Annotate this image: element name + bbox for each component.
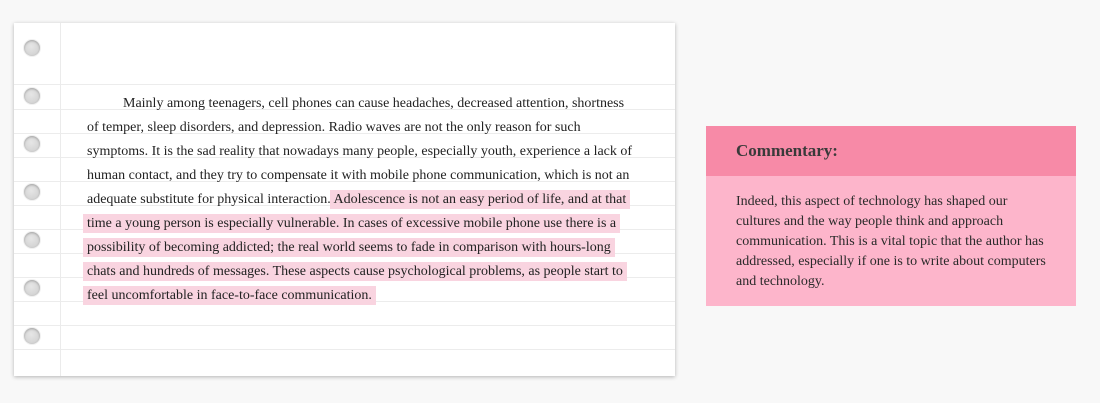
notebook-paper xyxy=(14,23,675,376)
binder-hole-icon xyxy=(24,280,40,296)
margin-line xyxy=(60,23,61,376)
essay-paragraph xyxy=(87,92,639,308)
commentary-panel xyxy=(706,126,1076,306)
highlighted-passage[interactable]: Adolescence is not an easy period of life, and at that time a young person is especially vulnerable. In cases of excessive mobile phone use there is a possibility of becoming addicted; the real world seems to fade in comparison with hours-long chats and hundreds of messages. These aspects cause psychological problems, as people start to feel uncomfortable in face-to-face communication. xyxy=(87,192,627,303)
binder-hole-icon xyxy=(24,232,40,248)
binder-hole-icon xyxy=(24,88,40,104)
commentary-header xyxy=(706,126,1076,176)
binder-hole-icon xyxy=(24,136,40,152)
binder-hole-icon xyxy=(24,40,40,56)
essay-text: Mainly among teenagers, cell phones can cause headaches, decreased attention, shortness of temper, sleep disorders, and depression. Radio waves are not the only reason for such symptoms. It is the sad reality that nowadays many people, especially youth, experience a lack of human contact, and they try to compensate it with mobile phone communication, which is not an adequate substitute for physical interaction. xyxy=(87,96,633,207)
binder-hole-icon xyxy=(24,328,40,344)
commentary-body: Indeed, this aspect of technology has shaped our cultures and the way people think and approach communication. This is a vital topic that the author has addressed, especially if one is to write about computers and technology. xyxy=(736,194,1046,289)
commentary-title: Commentary: xyxy=(736,141,838,160)
binder-hole-icon xyxy=(24,184,40,200)
ruled-line xyxy=(14,349,675,350)
ruled-line xyxy=(14,84,675,85)
ruled-line xyxy=(14,325,675,326)
